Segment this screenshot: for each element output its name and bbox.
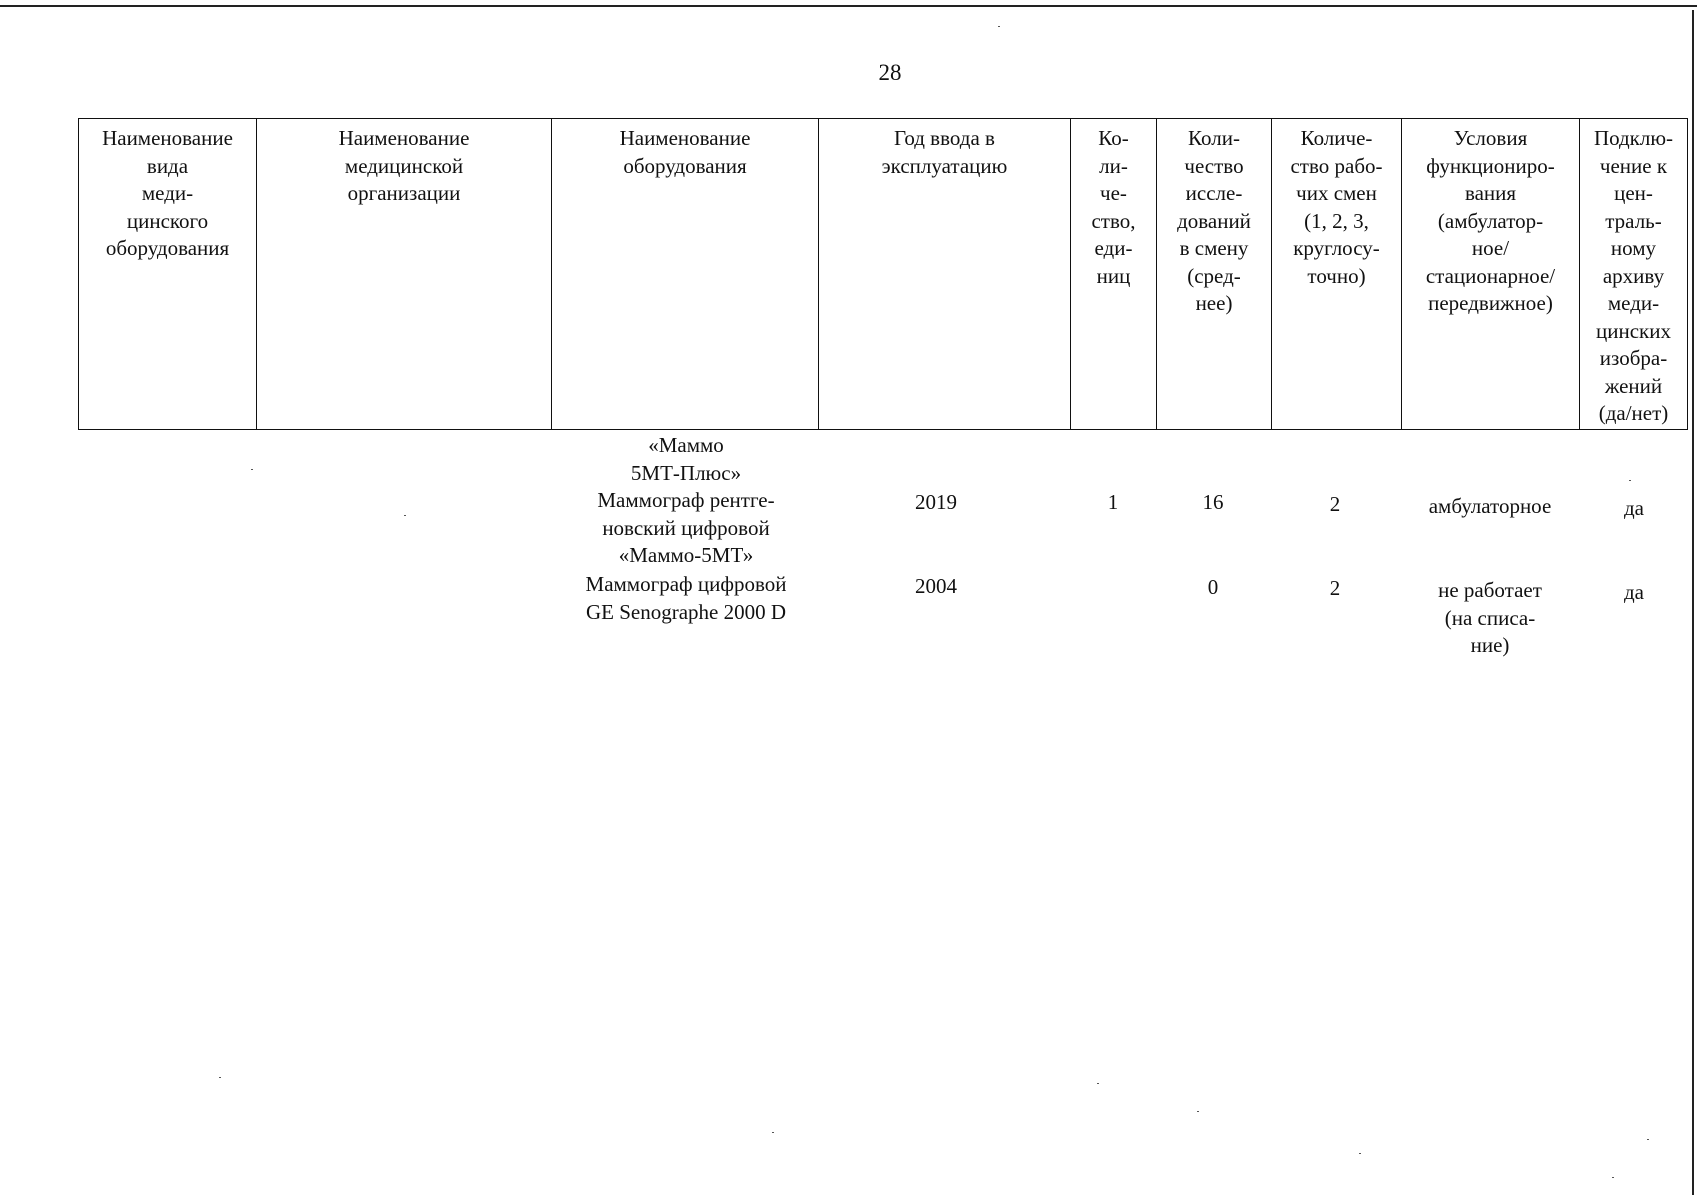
header-line: ли- bbox=[1099, 153, 1128, 178]
page-number: 28 bbox=[878, 60, 902, 85]
header-line: еди- bbox=[1094, 236, 1133, 260]
header-line: (сред- bbox=[1187, 263, 1241, 288]
header-line: Год ввода в bbox=[894, 126, 995, 150]
header-line: цинских bbox=[1596, 318, 1671, 343]
header-studies-per-shift bbox=[1157, 119, 1272, 430]
header-line: Наименование bbox=[619, 126, 751, 150]
equipment-line: Маммограф рентге- bbox=[597, 488, 775, 512]
row-2-conditions bbox=[1401, 577, 1579, 660]
header-line: нее) bbox=[1195, 291, 1233, 315]
header-line: дований bbox=[1177, 208, 1251, 233]
header-equipment-name bbox=[552, 119, 819, 430]
continuation-line: «Маммо bbox=[648, 433, 724, 457]
conditions-line: не работает bbox=[1438, 578, 1542, 602]
header-line: цен- bbox=[1614, 181, 1653, 205]
continuation-line: 5МТ-Плюс» bbox=[630, 460, 742, 485]
header-line: чество bbox=[1184, 153, 1244, 178]
header-line: стационарное/ bbox=[1425, 263, 1556, 288]
header-equipment-type bbox=[79, 119, 257, 430]
row-1-studies-per-shift: 16 bbox=[1202, 490, 1224, 514]
header-line: траль- bbox=[1605, 208, 1662, 233]
header-line: архиву bbox=[1602, 263, 1665, 288]
header-line: медицинской bbox=[344, 153, 464, 178]
scan-speck bbox=[772, 1132, 774, 1133]
header-line: жений bbox=[1604, 373, 1663, 398]
conditions-line: (на списа- bbox=[1444, 605, 1536, 630]
header-line: Количе- bbox=[1300, 126, 1373, 150]
header-line: ство рабо- bbox=[1290, 153, 1383, 178]
scan-speck bbox=[1647, 1139, 1649, 1140]
header-line: оборудования bbox=[105, 236, 230, 260]
header-line: ному bbox=[1610, 236, 1657, 260]
equipment-line: GE Senographe 2000 D bbox=[585, 599, 787, 624]
header-line: Подклю- bbox=[1593, 126, 1674, 150]
header-line: в смену bbox=[1179, 236, 1249, 260]
scan-speck bbox=[251, 469, 253, 470]
row-1-shifts: 2 bbox=[1329, 492, 1341, 516]
header-line: круглосу- bbox=[1293, 236, 1380, 260]
row-1-equipment bbox=[556, 487, 816, 570]
scan-speck bbox=[1097, 1083, 1099, 1084]
right-border-line bbox=[1692, 10, 1694, 1195]
equipment-line: «Маммо-5МТ» bbox=[618, 543, 754, 567]
scan-speck bbox=[219, 1077, 221, 1078]
top-border-line bbox=[0, 5, 1697, 7]
header-line: чение к bbox=[1599, 153, 1668, 178]
equipment-line: новский цифровой bbox=[602, 515, 770, 540]
header-commissioning-year bbox=[819, 119, 1071, 430]
header-line: меди- bbox=[141, 181, 194, 205]
header-line: цинского bbox=[126, 208, 209, 233]
equipment-continuation bbox=[556, 432, 816, 487]
header-quantity bbox=[1071, 119, 1157, 430]
header-row bbox=[79, 119, 1688, 430]
header-line: меди- bbox=[1607, 291, 1660, 315]
header-line: вида bbox=[146, 153, 189, 178]
row-2-shifts: 2 bbox=[1329, 576, 1341, 600]
header-pacs-connection bbox=[1580, 119, 1688, 430]
header-line: (1, 2, 3, bbox=[1304, 208, 1369, 233]
conditions-line: ние) bbox=[1470, 633, 1510, 657]
header-line: Наименование bbox=[102, 126, 233, 150]
header-line: организации bbox=[347, 181, 461, 205]
scan-speck bbox=[1359, 1153, 1361, 1154]
header-line: вания bbox=[1464, 181, 1517, 205]
header-line: оборудования bbox=[623, 153, 747, 178]
scan-speck bbox=[1612, 1177, 1614, 1178]
row-2-pacs: да bbox=[1623, 580, 1644, 604]
row-1-conditions bbox=[1401, 493, 1579, 521]
header-line: чих смен bbox=[1296, 181, 1377, 205]
conditions-line: амбулаторное bbox=[1428, 494, 1552, 518]
scan-speck bbox=[998, 26, 1000, 27]
header-line: изобра- bbox=[1599, 346, 1668, 370]
row-2-equipment bbox=[556, 571, 816, 626]
header-line: точно) bbox=[1307, 263, 1366, 288]
row-1-year: 2019 bbox=[915, 490, 957, 514]
scan-speck bbox=[1629, 480, 1631, 481]
header-line: че- bbox=[1100, 181, 1127, 205]
header-line: передвижное) bbox=[1428, 291, 1553, 315]
equipment-line: Маммограф цифровой bbox=[585, 572, 787, 596]
header-line: ство, bbox=[1091, 208, 1136, 233]
header-work-shifts bbox=[1272, 119, 1402, 430]
header-line: функциониро- bbox=[1426, 153, 1555, 178]
header-line: Условия bbox=[1453, 126, 1528, 150]
header-line: Наименование bbox=[338, 126, 470, 150]
header-medical-organization bbox=[257, 119, 552, 430]
row-2-studies-per-shift: 0 bbox=[1207, 575, 1219, 599]
header-line: Коли- bbox=[1188, 126, 1240, 150]
header-line: эксплуатацию bbox=[881, 153, 1008, 178]
row-2-year: 2004 bbox=[915, 574, 957, 598]
row-1-quantity: 1 bbox=[1107, 490, 1119, 514]
equipment-table-header bbox=[78, 118, 1688, 430]
header-line: ниц bbox=[1096, 263, 1131, 288]
header-line: иссле- bbox=[1185, 181, 1243, 205]
header-line: ное/ bbox=[1471, 236, 1510, 260]
scan-speck bbox=[404, 515, 406, 516]
header-line: (амбулатор- bbox=[1437, 208, 1544, 233]
header-line: Ко- bbox=[1098, 126, 1129, 150]
row-1-pacs: да bbox=[1623, 496, 1644, 520]
scan-speck bbox=[1197, 1111, 1199, 1112]
header-line: (да/нет) bbox=[1598, 401, 1669, 425]
header-operating-conditions bbox=[1402, 119, 1580, 430]
